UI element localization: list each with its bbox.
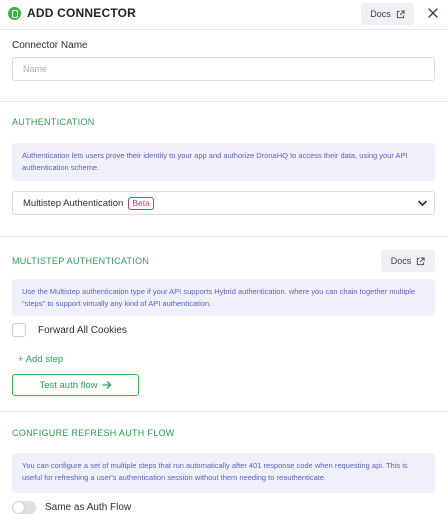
modal-header: [0, 0, 448, 30]
authentication-type-value: Multistep Authentication: [23, 197, 124, 209]
test-auth-flow-label: Test auth flow: [39, 379, 98, 391]
refresh-section-title: CONFIGURE REFRESH AUTH FLOW: [12, 428, 175, 438]
authentication-type-select[interactable]: [12, 191, 435, 215]
docs-button[interactable]: [361, 3, 414, 25]
multistep-docs-button[interactable]: [381, 250, 435, 272]
same-as-auth-label: Same as Auth Flow: [45, 502, 132, 513]
forward-cookies-label: Forward All Cookies: [38, 325, 127, 336]
section-divider: [0, 101, 448, 102]
section-divider: [0, 411, 448, 412]
multistep-section-title: MULTISTEP AUTHENTICATION: [12, 256, 150, 266]
test-auth-flow-button[interactable]: [12, 374, 139, 396]
arrow-right-icon: [102, 381, 112, 389]
authentication-section-title: AUTHENTICATION: [12, 117, 95, 127]
close-icon[interactable]: [425, 5, 441, 21]
forward-cookies-checkbox[interactable]: [12, 323, 26, 337]
same-as-auth-toggle[interactable]: [12, 501, 36, 514]
refresh-info-box: You can configure a set of multiple steps that run automatically after 401 response code when requesting api. This is useful for refreshing a user's authentication session without them needing to reauthenticate.: [12, 453, 435, 493]
connector-name-field: [12, 57, 435, 81]
docs-button-label: Docs: [370, 9, 391, 19]
external-link-icon: [416, 257, 425, 266]
chevron-down-icon: [418, 200, 427, 207]
connector-name-input[interactable]: [13, 58, 434, 80]
dronahq-logo-icon: [8, 7, 21, 20]
external-link-icon: [396, 10, 405, 19]
section-divider: [0, 236, 448, 237]
modal-title: ADD CONNECTOR: [27, 6, 137, 20]
authentication-info-box: Authentication lets users prove their identity to your app and authorize DronaHQ to access their data, using your API authentication scheme.: [12, 143, 435, 181]
connector-name-label: Connector Name: [12, 40, 88, 51]
beta-badge: Beta: [128, 197, 154, 210]
multistep-info-box: Use the Multistep authentication type if your API supports Hybrid authentication. where you can chain together multiple "steps" to support virtually any kind of API authentication.: [12, 279, 435, 316]
toggle-knob: [13, 502, 24, 513]
add-step-link[interactable]: + Add step: [18, 354, 64, 365]
docs-button-label: Docs: [390, 256, 412, 266]
